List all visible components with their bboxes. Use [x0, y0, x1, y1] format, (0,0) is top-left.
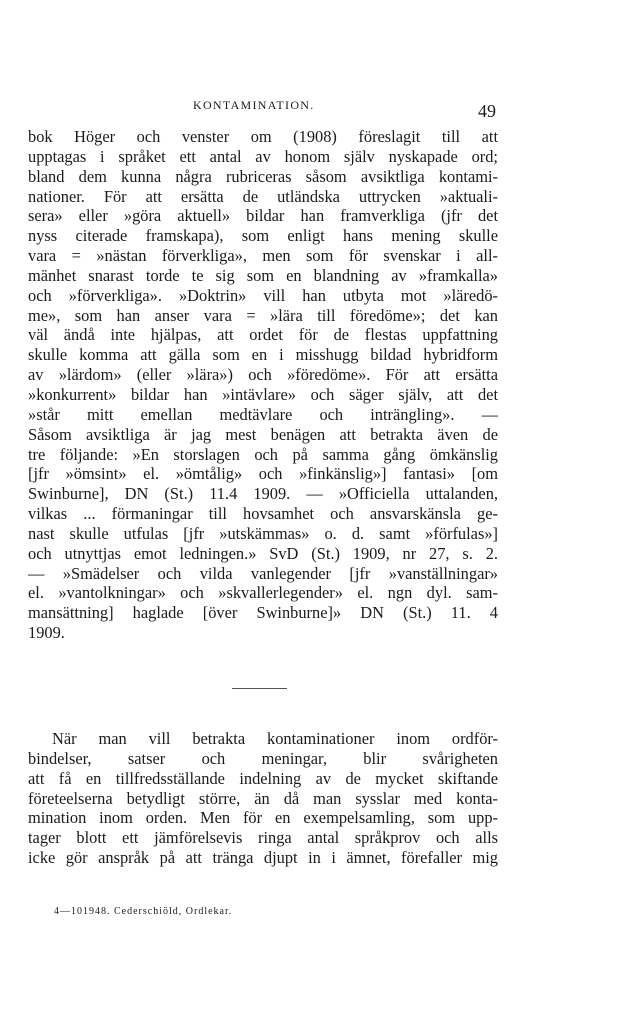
- text-line: När man vill betrakta kontaminationer inom ordför-: [52, 729, 498, 748]
- text-line: el. »vantolkningar» och »skvallerlegender» el. ngn dyl. sam-: [28, 583, 498, 603]
- text-line: upptagas i språket ett antal av honom själv nyskapade ord;: [28, 146, 498, 166]
- text-line: och »förverkliga». »Doktrin» vill han utbyta mot »läredö-: [28, 285, 498, 305]
- text-line: och utnyttjas emot ledningen.» SvD (St.) 1909, nr 27, s. 2.: [28, 543, 498, 563]
- text-line: Swinburne], DN (St.) 11.4 1909. — »Officiella uttalanden,: [28, 484, 498, 504]
- text-line: me», som han anser vara = »lära till föredöme»; det kan: [28, 305, 498, 325]
- text-line: [jfr »ömsint» el. »ömtålig» och »finkänslig»] fantasi» [om: [28, 464, 498, 484]
- running-head: KONTAMINATION.: [193, 98, 315, 112]
- paragraph-1: [28, 127, 498, 643]
- text-line: mansättning] haglade [över Swinburne]» DN (St.) 11. 4: [28, 603, 498, 623]
- text-line: — »Smädelser och vilda vanlegender [jfr »vanställningar»: [28, 563, 498, 583]
- text-line: skulle komma att gälla som en i misshugg bildad hybridform: [28, 345, 498, 365]
- text-line: 1909.: [28, 623, 65, 643]
- text-line: av »lärdom» (eller »lära») och »föredöme». För att ersätta: [28, 365, 498, 385]
- text-line: bland dem kunna några rubriceras såsom avsiktliga kontami-: [28, 166, 498, 186]
- text-line: att få en tillfredsställande indelning av de mycket skiftande: [28, 768, 498, 788]
- text-line: bok Höger och venster om (1908) föreslagit till att: [28, 127, 498, 146]
- text-line: »står mitt emellan medtävlare och inträngling». —: [28, 404, 498, 424]
- text-line: mination inom orden. Men för en exempelsamling, som upp-: [28, 808, 498, 828]
- paragraph-2: [28, 729, 498, 868]
- text-line: väl ändå inte hjälpas, att ordet för de flestas uppfattning: [28, 325, 498, 345]
- text-line: Såsom avsiktliga är jag mest benägen att betrakta även de: [28, 424, 498, 444]
- text-line: tre följande: »En storslagen och på samma gång ömkänslig: [28, 444, 498, 464]
- text-line: mänhet snarast torde te sig som en blandning av »framkalla»: [28, 265, 498, 285]
- text-line: nast skulle utfulas [jfr »utskämmas» o. d. samt »förfulas»]: [28, 523, 498, 543]
- text-line: vara = »nästan förverkliga», men som för svenskar i all-: [28, 246, 498, 266]
- text-line: »konkurrent» bildar han »intävlare» och säger själv, att det: [28, 384, 498, 404]
- text-line: nationer. För att ersätta de utländska uttrycken »aktuali-: [28, 186, 498, 206]
- printer-signature: 4—101948. Cederschiöld, Ordlekar.: [54, 906, 233, 917]
- text-line: sera» eller »göra aktuell» bildar han framverkliga (jfr det: [28, 206, 498, 226]
- section-divider: [232, 688, 287, 689]
- text-line: företeelserna betydligt större, än då man sysslar med konta-: [28, 788, 498, 808]
- text-line: bindelser, satser och meningar, blir svårigheten: [28, 748, 498, 768]
- text-line: icke gör anspråk på att tränga djupt in i ämnet, förefaller mig: [28, 848, 498, 868]
- page-number: 49: [478, 101, 496, 121]
- text-line: nyss citerade framskapa), som enligt hans mening skulle: [28, 226, 498, 246]
- text-line: tager blott ett jämförelsevis ringa antal språkprov och alls: [28, 828, 498, 848]
- text-line: vilkas ... förmaningar till hovsamhet och ansvarskänsla ge-: [28, 504, 498, 524]
